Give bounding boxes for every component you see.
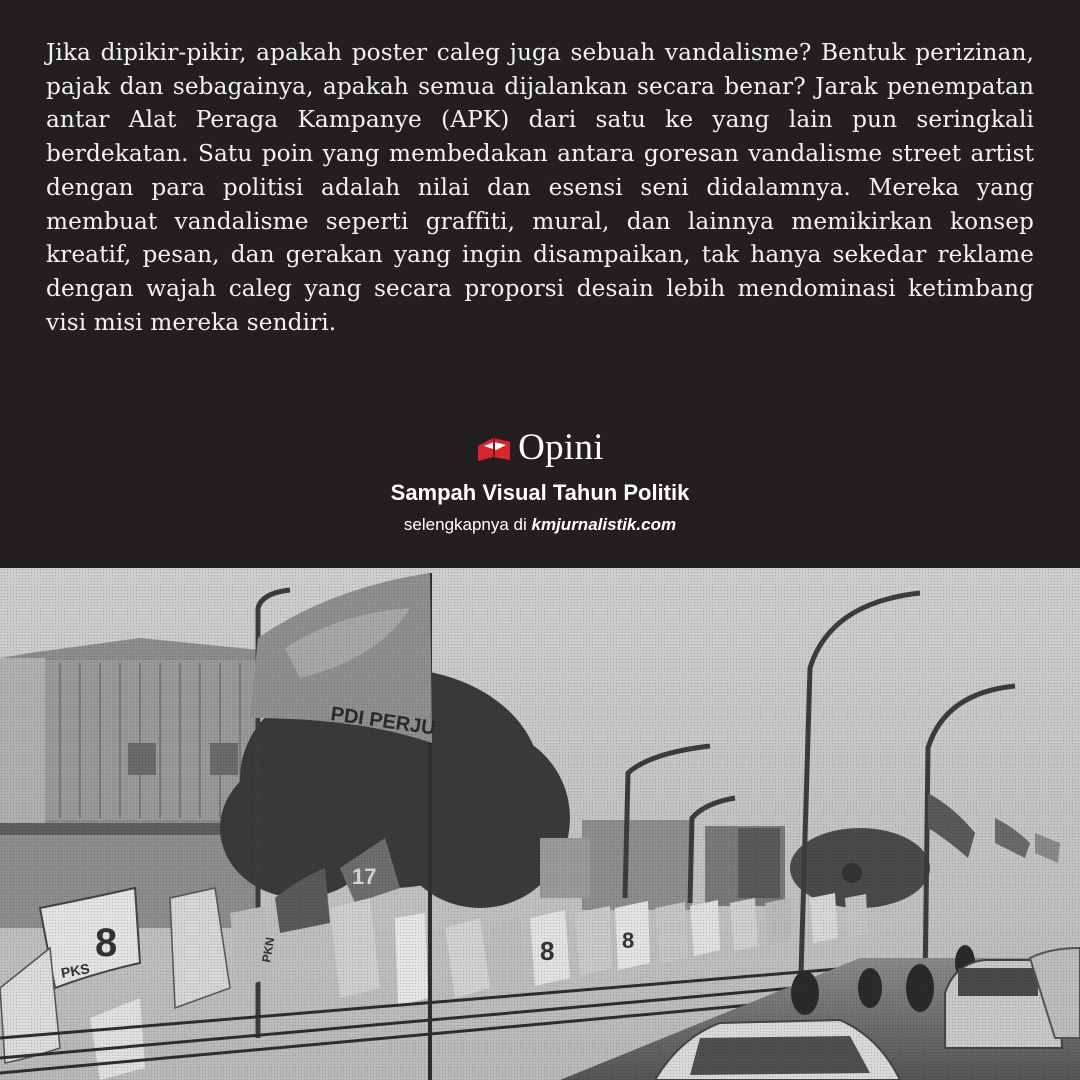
halftone-overlay bbox=[0, 568, 1080, 1080]
article-title: Sampah Visual Tahun Politik bbox=[390, 480, 690, 505]
opini-logo-icon bbox=[476, 433, 512, 463]
brand-name: Opini bbox=[518, 427, 604, 468]
site-link[interactable]: kmjurnalistik.com bbox=[531, 515, 677, 534]
footer-line bbox=[0, 515, 1080, 535]
article-body: Jika dipikir-pikir, apakah poster caleg juga sebuah vandalisme? Bentuk perizinan, pajak dan sebagainya, apakah semua dijalankan secara benar? Jarak penempatan antar Alat Peraga Kampanye (APK) dari satu ke yang lain pun seringkali berdekatan. Satu poin yang membedakan antara goresan vandalisme street artist dengan para politisi adalah nilai dan esensi seni didalamnya. Mereka yang membuat vandalisme seperti graffiti, mural, dan lainnya memikirkan konsep kreatif, pesan, dan gerakan yang ingin disampaikan, tak hanya sekedar reklame dengan wajah caleg yang secara proporsi desain lebih mendominasi ketimbang visi misi mereka sendiri. bbox=[46, 39, 1034, 336]
street-photo bbox=[0, 568, 1080, 1080]
footer-prefix: selengkapnya di bbox=[403, 515, 532, 534]
brand bbox=[0, 426, 1080, 469]
